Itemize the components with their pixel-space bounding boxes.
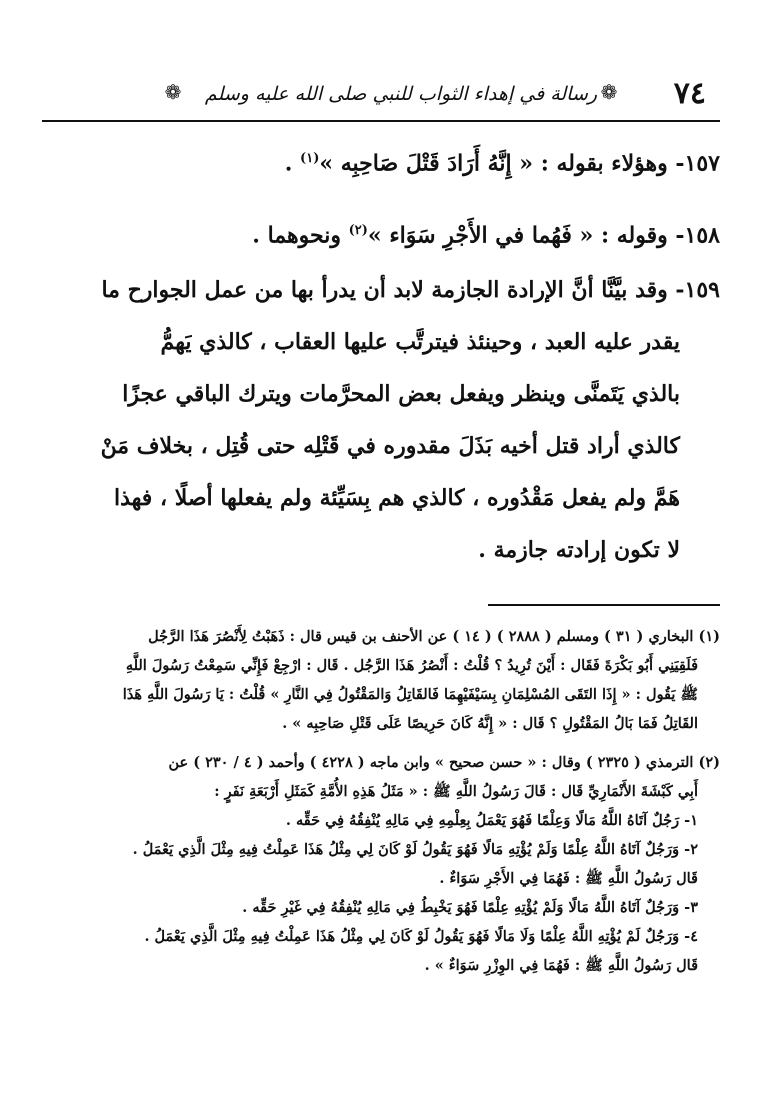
page-header	[42, 64, 720, 120]
paragraph-line: هَمَّ ولم يفعل مَقْدُوره ، كالذي هم بِسَيِّئة ولم يفعلها أصلًا ، فهذا	[114, 485, 680, 511]
paragraph-158	[252, 210, 720, 256]
header-divider	[42, 120, 720, 122]
footnote-1	[38, 622, 720, 738]
paragraph-159	[50, 264, 720, 576]
paragraph-line: كالذي أراد قتل أخيه بَذَلَ مقدوره في قَتْلِه حتى قُتِل ، بخلاف مَنْ	[100, 433, 680, 459]
paragraph-line: بالذي يَتَمنَّى وينظر ويفعل بعض المحرَّمات ويترك الباقي عجزًا	[122, 381, 680, 407]
footnote-line: (١) البخاري ( ٣١ ) ومسلم ( ٢٨٨٨ ) ( ١٤ ) عن الأحنف بن قيس قال : ذَهَبْتُ لِأَنْصُرَ هَذَا الرَّجُل	[148, 628, 720, 645]
footnote-line: قَال رَسُولُ اللَّهِ ﷺ : فَهُمَا فِي الأَجْرِ سَوَاءٌ .	[439, 870, 698, 887]
footnote-line: أَبِي كَبْشَةَ الأَنْمَارِيِّ قَال : قَالَ رَسُولُ اللَّهِ ﷺ : « مَثَلُ هَذِهِ الأُمَّةِ كَمَثَلِ أَرْبَعَةِ نَفَرٍ :	[214, 783, 698, 800]
footnote-line: ٣- وَرَجُلٌ آتَاهُ اللَّهُ مَالًا وَلَمْ يُؤْتِهِ عِلْمًا فَهُوَ يَخْبِطُ فِي مَالِهِ يُنْفِقُهُ فِي غَيْرِ حَقِّه .	[242, 899, 698, 916]
footnote-line: قَال رَسُولُ اللَّهِ ﷺ : فَهُمَا فِي الوِزْرِ سَوَاءٌ » .	[424, 957, 698, 974]
footnote-2	[38, 748, 720, 980]
footnote-line: ﷺ يَقُول : « إِذَا التَقَى المُسْلِمَانِ بِسَيْفَيْهِمَا فَالقَاتِلُ وَالمَقْتُولُ فِي النَّارِ » قُلْتُ : يَا رَسُولَ اللَّهِ هَذَا	[122, 686, 698, 703]
paragraph-157-text: ١٥٧- وهؤلاء بقوله : « إِنَّهُ أَرَادَ قَتْلَ صَاحِبِه »	[319, 150, 720, 177]
footnote-line: ٤- وَرَجُلٌ لَمْ يُؤْتِهِ اللَّهُ عِلْمًا وَلَا مَالًا فَهُوَ يَقُولُ لَوْ كَانَ لِي مِثْلُ هَذَا عَمِلْتُ فِيهِ مِثْلَ الَّذِي يَعْمَلُ .	[144, 928, 698, 945]
footnotes	[38, 622, 720, 990]
flower-ornament-icon: ❁	[164, 80, 182, 104]
paragraph-line: لا تكون إرادته جازمة .	[478, 537, 680, 563]
paragraph-line: يقدر عليه العبد ، وحينئذ فيترتَّب عليها العقاب ، كالذي يَهمُّ	[160, 329, 680, 355]
running-title: رسالة في إهداء الثواب للنبي صلى الله عليه وسلم	[204, 83, 598, 105]
paragraph-158-text: ١٥٨- وقوله : « فَهُما في الأَجْرِ سَوَاء »	[367, 222, 720, 249]
paragraph-line: ١٥٩- وقد بيَّنَّا أنَّ الإرادة الجازمة لابد أن يدرأ بها من عمل الجوارح ما	[101, 277, 720, 303]
paragraph-158-tail: ونحوهما .	[252, 222, 349, 249]
footnote-line: ٢- وَرَجُلٌ آتَاهُ اللَّهُ عِلْمًا وَلَمْ يُؤْتِهِ مَالًا فَهُوَ يَقُولُ لَوْ كَانَ لِي مِثْلُ هَذَا عَمِلْتُ فِيهِ مِثْلَ الَّذِي يَعْمَلُ .	[132, 841, 698, 858]
footnote-divider	[488, 604, 720, 606]
footnote-line: فَلَقِيَنِي أَبُو بَكْرَةَ فَقَال : أَيْنَ تُرِيدُ ؟ قُلْتُ : أَنْصُرُ هَذَا الرَّجُل . قَال : ارْجِعْ فَإِنِّي سَمِعْتُ رَسُولَ اللَّهِ	[125, 657, 698, 674]
footnote-ref-1[interactable]: (١)	[300, 151, 320, 166]
flower-ornament-icon: ❁	[600, 80, 618, 104]
footnote-line: ١- رَجُلٌ آتَاهُ اللَّهُ مَالًا وَعِلْمًا فَهُوَ يَعْمَلُ بِعِلْمِهِ فِي مَالِهِ يُنْفِقُهُ فِي حَقِّه .	[285, 812, 698, 829]
footnote-line: القَاتِلُ فَمَا بَالُ المَقْتُولِ ؟ قَال : « إِنَّهُ كَانَ حَرِيصًا عَلَى قَتْلِ صَاحِبِه » .	[282, 715, 698, 732]
footnote-line: (٢) الترمذي ( ٢٣٢٥ ) وقال : « حسن صحيح » وابن ماجه ( ٤٢٢٨ ) وأحمد ( ٤ / ٢٣٠ ) عن	[168, 754, 720, 771]
footnote-ref-2[interactable]: (٢)	[348, 223, 368, 238]
paragraph-157	[285, 138, 720, 184]
page-number: ٧٤	[673, 76, 706, 111]
paragraph-157-tail: .	[284, 150, 301, 177]
